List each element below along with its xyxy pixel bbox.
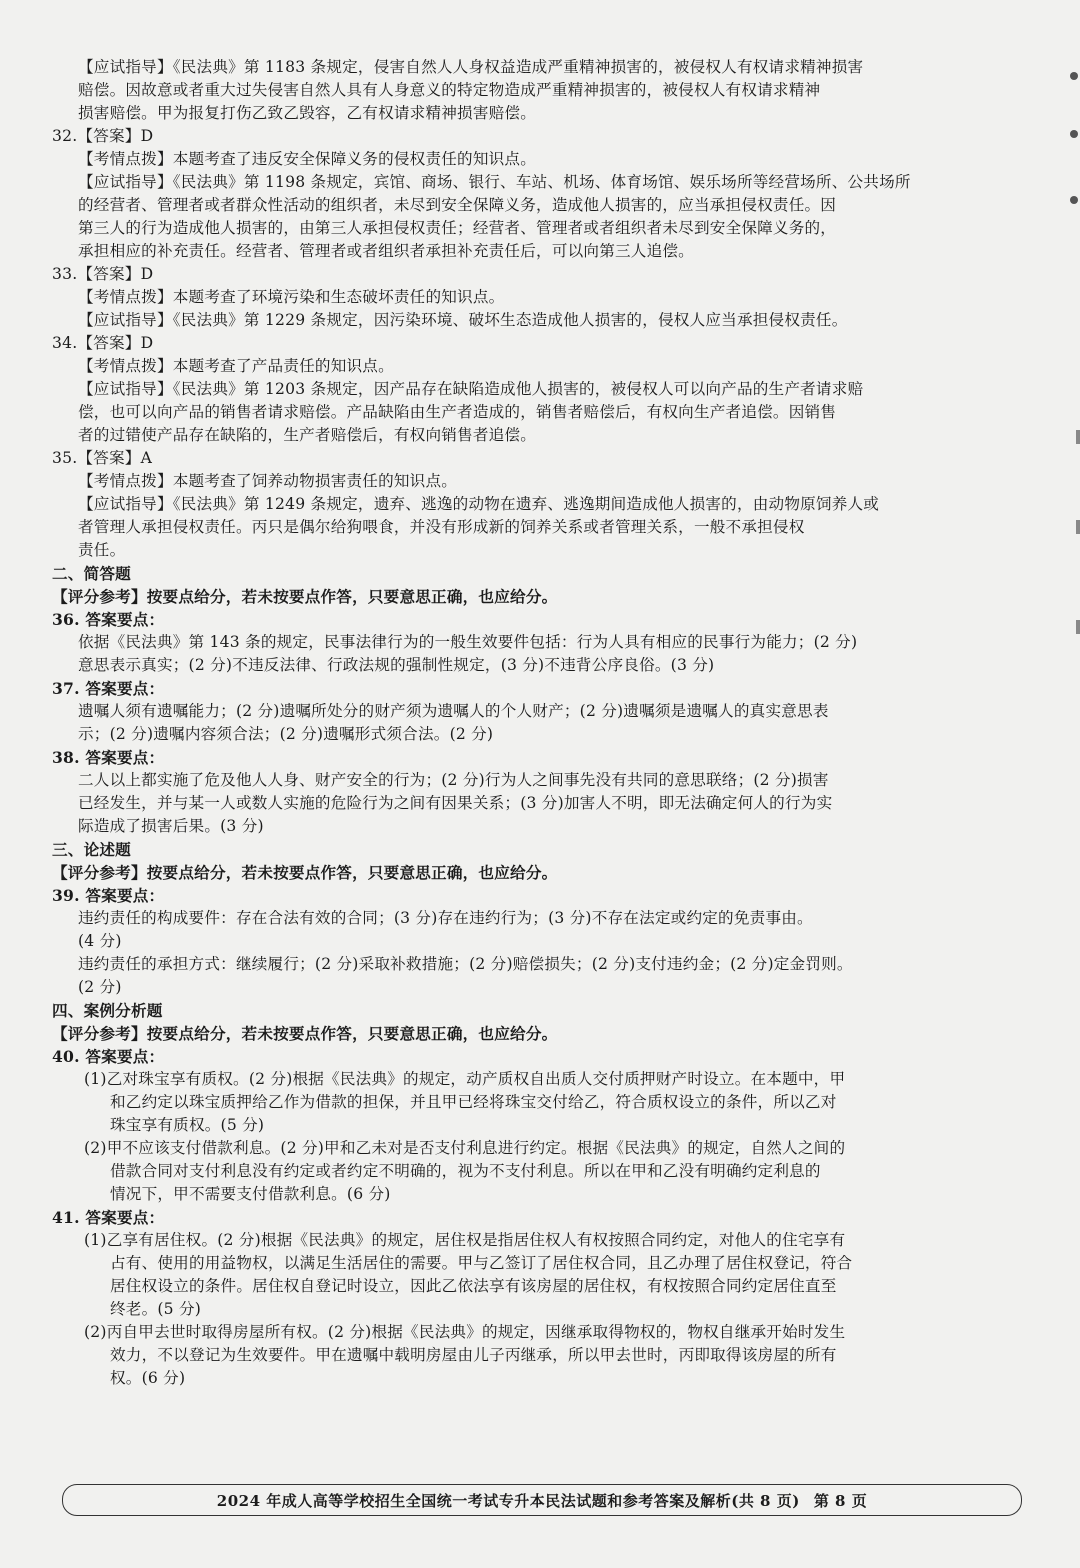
- binding-hole-mark: [1070, 72, 1078, 80]
- text-line: 【考情点拨】本题考查了饲养动物损害责任的知识点。: [78, 472, 458, 490]
- text-line: 情况下，甲不需要支付借款利息。(6 分): [110, 1185, 391, 1203]
- text-line: 二、简答题: [52, 564, 131, 583]
- text-line: 39. 答案要点：: [52, 886, 165, 905]
- page-footer: [62, 1484, 1022, 1516]
- binding-hole-mark: [1070, 196, 1078, 204]
- text-line: 35.【答案】A: [52, 449, 153, 467]
- binding-hole-mark: [1070, 130, 1078, 138]
- text-line: 【考情点拨】本题考查了违反安全保障义务的侵权责任的知识点。: [78, 150, 537, 168]
- text-line: 40. 答案要点：: [52, 1047, 165, 1066]
- text-line: 和乙约定以珠宝质押给乙作为借款的担保，并且甲已经将珠宝交付给乙，符合质权设立的条件，所以乙对: [110, 1093, 837, 1111]
- text-line: 损害赔偿。甲为报复打伤乙致乙毁容，乙有权请求精神损害赔偿。: [78, 104, 537, 122]
- document-body: [52, 56, 1028, 1390]
- text-line: 38. 答案要点：: [52, 748, 165, 767]
- text-line: 偿，也可以向产品的销售者请求赔偿。产品缺陷由生产者造成的，销售者赔偿后，有权向生产者追偿。因销售: [78, 403, 837, 421]
- text-line: 违约责任的承担方式：继续履行；(2 分)采取补救措施；(2 分)赔偿损失；(2 分)支付违约金；(2 分)定金罚则。: [78, 955, 853, 973]
- text-line: (1)乙对珠宝享有质权。(2 分)根据《民法典》的规定，动产质权自出质人交付质押财产时设立。在本题中，甲: [84, 1070, 846, 1088]
- text-line: 36. 答案要点：: [52, 610, 165, 629]
- text-line: 已经发生，并与某一人或数人实施的危险行为之间有因果关系；(3 分)加害人不明，即无法确定何人的行为实: [78, 794, 833, 812]
- text-line: 珠宝享有质权。(5 分): [110, 1116, 265, 1134]
- text-line: 41. 答案要点：: [52, 1208, 165, 1227]
- text-line: 【评分参考】按要点给分，若未按要点作答，只要意思正确，也应给分。: [52, 863, 558, 882]
- text-line: 违约责任的构成要件：存在合法有效的合同；(3 分)存在违约行为；(3 分)不存在法定或约定的免责事由。: [78, 909, 813, 927]
- text-line: (2)甲不应该支付借款利息。(2 分)甲和乙未对是否支付利息进行约定。根据《民法典》的规定，自然人之间的: [84, 1139, 846, 1157]
- text-line: 意思表示真实；(2 分)不违反法律、行政法规的强制性规定，(3 分)不违背公序良俗。(3 分): [78, 656, 715, 674]
- text-line: 居住权设立的条件。居住权自登记时设立，因此乙依法享有该房屋的居住权，有权按照合同约定居住直至: [110, 1277, 837, 1295]
- text-line: 【应试指导】《民法典》第 1183 条规定，侵害自然人人身权益造成严重精神损害的，被侵权人有权请求精神损害: [78, 58, 864, 76]
- text-line: 【应试指导】《民法典》第 1198 条规定，宾馆、商场、银行、车站、机场、体育场馆、娱乐场所等经营场所、公共场所: [78, 173, 911, 191]
- text-line: 依据《民法典》第 143 条的规定，民事法律行为的一般生效要件包括：行为人具有相应的民事行为能力；(2 分): [78, 633, 858, 651]
- text-line: 效力，不以登记为生效要件。甲在遗嘱中载明房屋由儿子丙继承，所以甲去世时，丙即取得该房屋的所有: [110, 1346, 837, 1364]
- text-line: 终老。(5 分): [110, 1300, 202, 1318]
- text-line: 占有、使用的用益物权，以满足生活居住的需要。甲与乙签订了居住权合同，且乙办理了居住权登记，符合: [110, 1254, 853, 1272]
- text-line: 赔偿。因故意或者重大过失侵害自然人具有人身意义的特定物造成严重精神损害的，被侵权人有权请求精神: [78, 81, 821, 99]
- text-line: 【应试指导】《民法典》第 1229 条规定，因污染环境、破坏生态造成他人损害的，侵权人应当承担侵权责任。: [78, 311, 848, 329]
- text-line: 二人以上都实施了危及他人人身、财产安全的行为；(2 分)行为人之间事先没有共同的意思联络；(2 分)损害: [78, 771, 829, 789]
- text-line: 【应试指导】《民法典》第 1203 条规定，因产品存在缺陷造成他人损害的，被侵权人可以向产品的生产者请求赔: [78, 380, 864, 398]
- text-line: 示；(2 分)遗嘱内容须合法；(2 分)遗嘱形式须合法。(2 分): [78, 725, 494, 743]
- text-line: 者的过错使产品存在缺陷的，生产者赔偿后，有权向销售者追偿。: [78, 426, 537, 444]
- text-line: 34.【答案】D: [52, 334, 154, 352]
- text-line: 者管理人承担侵权责任。丙只是偶尔给狗喂食，并没有形成新的饲养关系或者管理关系，一般不承担侵权: [78, 518, 805, 536]
- text-line: 权。(6 分): [110, 1369, 186, 1387]
- text-line: (2)丙自甲去世时取得房屋所有权。(2 分)根据《民法典》的规定，因继承取得物权的，物权自继承开始时发生: [84, 1323, 846, 1341]
- edge-tick-mark: [1076, 520, 1080, 534]
- text-line: (4 分): [78, 932, 122, 950]
- text-line: 33.【答案】D: [52, 265, 154, 283]
- text-line: 遗嘱人须有遗嘱能力；(2 分)遗嘱所处分的财产须为遗嘱人的个人财产；(2 分)遗嘱须是遗嘱人的真实意思表: [78, 702, 829, 720]
- text-line: (2 分): [78, 978, 122, 996]
- text-line: 的经营者、管理者或者群众性活动的组织者，未尽到安全保障义务，造成他人损害的，应当承担侵权责任。因: [78, 196, 837, 214]
- text-line: 【应试指导】《民法典》第 1249 条规定，遗弃、逃逸的动物在遗弃、逃逸期间造成他人损害的，由动物原饲养人或: [78, 495, 880, 513]
- text-line: 三、论述题: [52, 840, 131, 859]
- text-line: 37. 答案要点：: [52, 679, 165, 698]
- text-line: 32.【答案】D: [52, 127, 154, 145]
- text-line: 【评分参考】按要点给分，若未按要点作答，只要意思正确，也应给分。: [52, 1024, 558, 1043]
- footer-title: 2024 年成人高等学校招生全国统一考试专升本民法试题和参考答案及解析(共 8 页): [216, 1491, 800, 1510]
- text-line: 借款合同对支付利息没有约定或者约定不明确的，视为不支付利息。所以在甲和乙没有明确约定利息的: [110, 1162, 821, 1180]
- edge-tick-mark: [1076, 620, 1080, 634]
- text-line: (1)乙享有居住权。(2 分)根据《民法典》的规定，居住权是指居住权人有权按照合同约定，对他人的住宅享有: [84, 1231, 846, 1249]
- text-line: 【考情点拨】本题考查了环境污染和生态破坏责任的知识点。: [78, 288, 505, 306]
- edge-tick-mark: [1076, 430, 1080, 444]
- text-line: 责任。: [78, 541, 126, 559]
- text-line: 第三人的行为造成他人损害的，由第三人承担侵权责任；经营者、管理者或者组织者未尽到安全保障义务的，: [78, 219, 837, 237]
- text-line: 际造成了损害后果。(3 分): [78, 817, 264, 835]
- footer-page-number: 第 8 页: [813, 1491, 868, 1510]
- text-line: 承担相应的补充责任。经营者、管理者或者组织者承担补充责任后，可以向第三人追偿。: [78, 242, 694, 260]
- text-line: 【考情点拨】本题考查了产品责任的知识点。: [78, 357, 394, 375]
- text-line: 【评分参考】按要点给分，若未按要点作答，只要意思正确，也应给分。: [52, 587, 558, 606]
- text-line: 四、案例分析题: [52, 1001, 163, 1020]
